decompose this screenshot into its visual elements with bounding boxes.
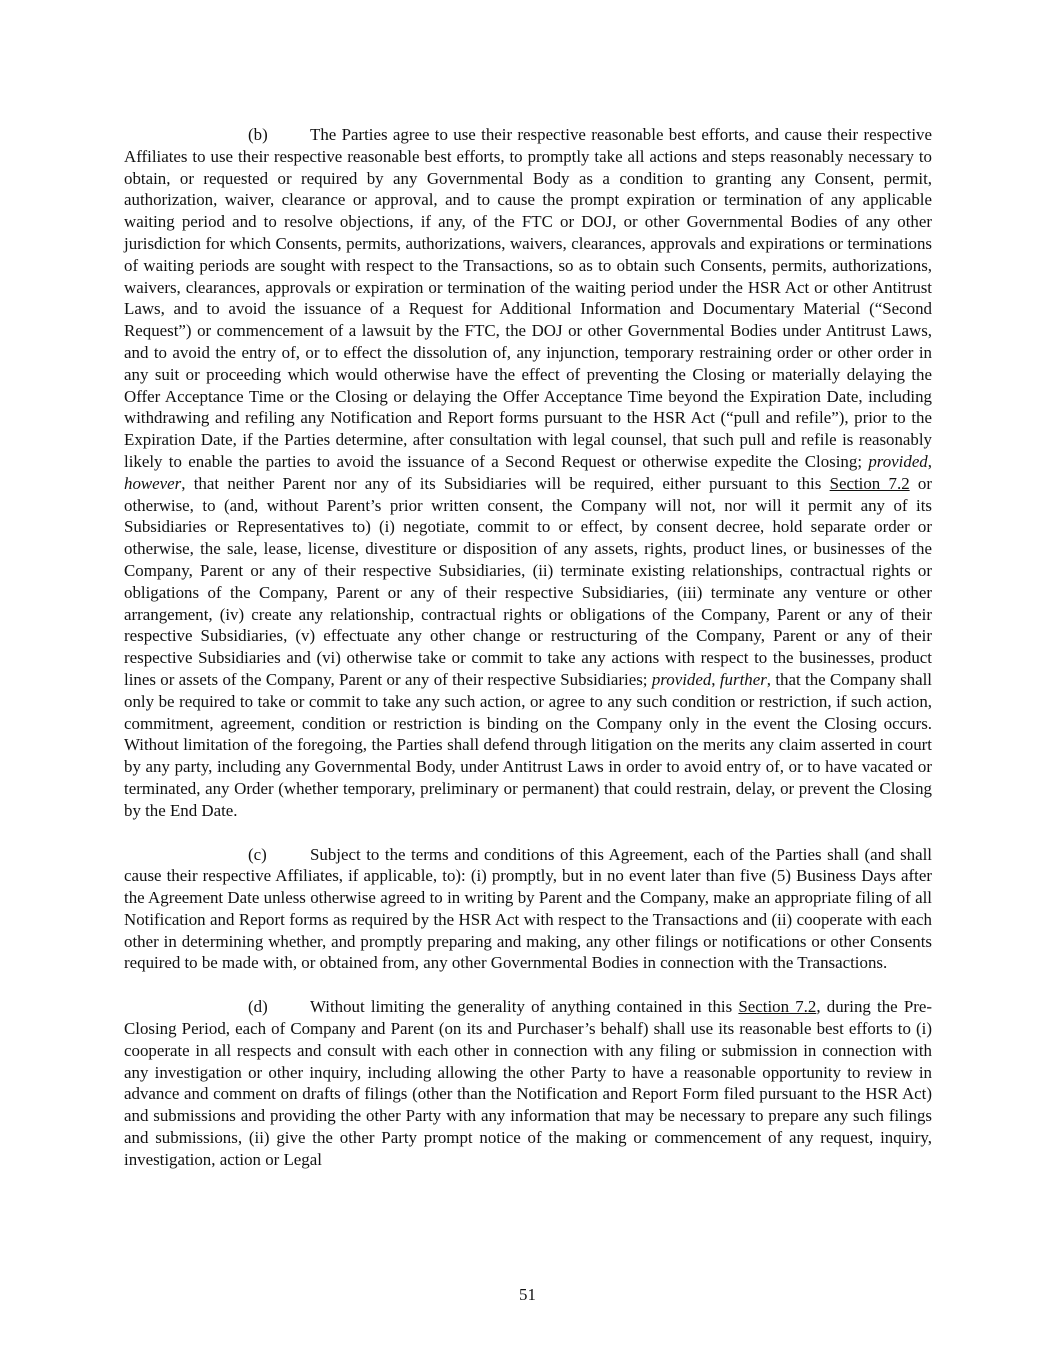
page-number: 51 [519, 1285, 536, 1304]
paragraph-label: (b) [248, 125, 268, 144]
emphasis-text: provided [868, 451, 928, 471]
paragraph-label: (c) [248, 844, 267, 864]
paragraph-text [124, 125, 932, 820]
text-run: , [927, 451, 932, 471]
paragraph-text [124, 997, 932, 1169]
text-run: The Parties agree to use their respective reasonable best efforts, and cause their respective Affiliates to use their respective reasonable best efforts, to promptly take all actions and steps reasonably necessary to obtain, or requested or required by any Governmental Body as a condition to granting any Consent, permit, authorization, waiver, clearance or approval, and to cause the prompt expiration or termination of any applicable waiting period and to resolve objections, if any, of the FTC or DOJ, or other Governmental Bodies of any other jurisdiction for which Consents, permits, authorizations, waivers, clearances, approvals and expirations or terminations of waiting periods are sought with respect to the Transactions, so as to obtain such Consents, permits, authorizations, waivers, clearances, approvals or expiration or termination of the waiting period under the HSR Act or other Antitrust Laws, and to avoid the issuance of a Request for Additional Information and Documentary Material (“Second Request”) or commencement of a lawsuit by the FTC, the DOJ or other Governmental Bodies under Antitrust Laws, and to avoid the entry of, or to effect the dissolution of, any injunction, temporary restraining order or other order in any suit or proceeding which would otherwise have the effect of preventing the Closing or materially delaying the Offer Acceptance Time or the Closing or delaying the Offer Acceptance Time beyond the Expiration Date, including withdrawing and refiling any Notification and Report forms pursuant to the HSR Act (“pull and refile”), prior to the Expiration Date, if the Parties determine, after consultation with legal counsel, that such pull and refile is reasonably likely to enable the parties to avoid the issuance of a Second Request or otherwise expedite the Closing; [124, 125, 932, 471]
text-run: , [711, 669, 720, 689]
document-body [124, 124, 932, 1193]
text-run: or otherwise, to (and, without Parent’s prior written consent, the Company will not, nor will it permit any of its Subsidiaries or Representatives to) (i) negotiate, commit to or effect, by consent decree, hold separate order or otherwise, the sale, lease, license, divestiture or disposition of any assets, rights, product lines, or businesses of the Company, Parent or any of their respective Subsidiaries, (ii) terminate existing relationships, contractual rights or obligations of the Company, Parent or any of their respective Subsidiaries, (iii) terminate any venture or other arrangement, (iv) create any relationship, contractual rights or obligations of the Company, Parent or any of their respective Subsidiaries, (v) effectuate any other change or restructuring of the Company, Parent or any of their respective Subsidiaries and (vi) otherwise take or commit to take any actions with respect to the businesses, product lines or assets of the Company, Parent or any of their respective Subsidiaries; [124, 473, 933, 689]
emphasis-text: further [719, 669, 767, 689]
text-run: , that neither Parent nor any of its Subsidiaries will be required, either pursuant to this [181, 473, 830, 493]
paragraph-label: (d) [248, 997, 268, 1017]
text-run: , that the Company shall only be required to take or commit to take any such action, or agree to any such condition or restriction, if such action, commitment, agreement, condition or restriction is binding on the Company only in the event the Closing occurs. Without limitation of the foregoing, the Parties shall defend through litigation on the merits any claim asserted in court by any party, including any Governmental Body, under Antitrust Laws in order to avoid entry of, or to have vacated or terminated, any Order (whether temporary, preliminary or permanent) that could restrain, delay, or prevent the Closing by the End Date. [124, 669, 932, 820]
emphasis-text: however [124, 473, 182, 493]
text-run: , during the Pre-Closing Period, each of Company and Parent (on its and Purchaser’s behalf) shall use its reasonable best efforts to (i) cooperate in all respects and consult with each other in connection with any filing or submission in connection with any investigation or other inquiry, including allowing the other Party to have a reasonable opportunity to review in advance and comment on drafts of filings (other than the Notification and Report Form filed pursuant to the HSR Act) and submissions and providing the other Party with any information that may be necessary to prepare any such filings and submissions, (ii) give the other Party prompt notice of the making or commencement of any request, inquiry, investigation, action or Legal [124, 997, 932, 1169]
section-reference: Section 7.2 [829, 473, 910, 493]
paragraph-c [124, 844, 932, 975]
section-reference: Section 7.2 [738, 997, 817, 1017]
emphasis-text: provided [651, 669, 712, 689]
paragraph-d [124, 996, 932, 1170]
paragraph-b [124, 124, 932, 822]
paragraph-text [124, 845, 932, 973]
text-run: Subject to the terms and conditions of this Agreement, each of the Parties shall (and shall cause their respective Affiliates, if applicable, to): (i) promptly, but in no event later than five (5) Business Days after the Agreement Date unless otherwise agreed to in writing by Parent and the Company, make an appropriate filing of all Notification and Report forms as required by the HSR Act with respect to the Transactions and (ii) cooperate with each other in determining whether, and promptly preparing and making, any other filings or notifications or other Consents required to be made with, or obtained from, any other Governmental Bodies in connection with the Transactions. [124, 844, 932, 973]
text-run: Without limiting the generality of anything contained in this [310, 997, 739, 1017]
